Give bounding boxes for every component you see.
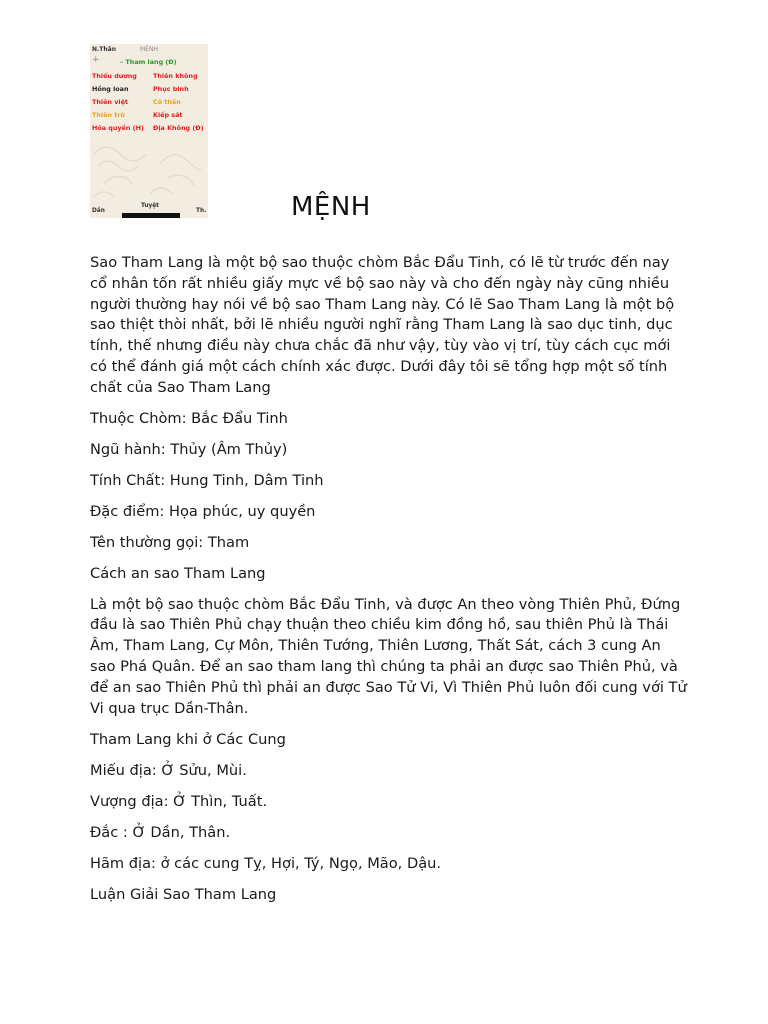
palace-dac: Đắc : Ở Dần, Thân. — [90, 823, 231, 841]
chart-star-right: Cô thần — [153, 98, 181, 106]
chart-branch-label: Dần — [92, 208, 105, 214]
chart-star-right: Địa Không (Đ) — [153, 124, 204, 132]
chart-corner-label: Th. — [196, 208, 207, 214]
property-constellation: Thuộc Chòm: Bắc Đẩu Tinh — [90, 409, 288, 427]
chart-star-right: Kiếp sát — [153, 111, 183, 119]
chart-star-left: Thiên trù — [92, 111, 125, 119]
chart-main-star: – Tham lang (Đ) — [120, 58, 177, 66]
placement-paragraph: Là một bộ sao thuộc chòm Bắc Đẩu Tinh, và được An theo vòng Thiên Phủ, Đứng đầu là sao Thiên Phủ chạy thuận theo chiều kim đồng hồ, sau thiên Phủ là Thái Âm, Tham Lang, Cự Môn, Thiên Tướng, Thiên Lương, Thất Sát, cách 3 cung An sao Phá Quân. Để an sao tham lang thì chúng ta phải an được sao Thiên Phủ, và để an sao Thiên Phủ thì phải an được Sao Tử Vi, Vì Thiên Phủ luôn đối cung với Tử Vi qua trục Dần-Thân. — [90, 595, 687, 717]
plus-icon: + — [92, 55, 100, 65]
chart-star-right: Thiên không — [153, 72, 198, 80]
property-common-name: Tên thường gọi: Tham — [90, 533, 250, 551]
property-traits: Đặc điểm: Họa phúc, uy quyền — [90, 502, 316, 520]
palace-ham: Hãm địa: ở các cung Tỵ, Hợi, Tý, Ngọ, Mão, Dậu. — [90, 854, 442, 872]
property-element: Ngũ hành: Thủy (Âm Thủy) — [90, 440, 288, 458]
chart-star-left: Thiếu dương — [92, 72, 137, 80]
chart-header-palace: MỆNH — [140, 46, 158, 53]
property-nature: Tính Chất: Hung Tinh, Dâm Tinh — [90, 471, 324, 489]
article-body — [90, 253, 690, 916]
section-heading-placement: Cách an sao Tham Lang — [90, 564, 266, 582]
palace-vuong: Vượng địa: Ở Thìn, Tuất. — [90, 792, 268, 810]
section-heading-analysis: Luận Giải Sao Tham Lang — [90, 885, 277, 903]
horoscope-chart-image — [90, 44, 208, 218]
palace-mieu: Miếu địa: Ở Sửu, Mùi. — [90, 761, 247, 779]
chart-bottom-bar — [122, 213, 180, 218]
chart-cycle-label: Tuyệt — [141, 203, 159, 209]
chart-star-left: Thiên việt — [92, 98, 128, 106]
chart-header-left: N.Thân — [92, 46, 116, 53]
chart-star-right: Phục binh — [153, 85, 189, 93]
chart-star-left: Hồng loan — [92, 85, 129, 93]
chart-star-left: Hóa quyền (H) — [92, 124, 144, 132]
section-heading-palaces: Tham Lang khi ở Các Cung — [90, 730, 286, 748]
page-title: MỆNH — [291, 192, 371, 222]
intro-paragraph: Sao Tham Lang là một bộ sao thuộc chòm Bắc Đẩu Tinh, có lẽ từ trước đến nay cổ nhân tốn rất nhiều giấy mực về bộ sao này và cho đến ngày này cũng nhiều người thường hay nói về bộ sao Tham Lang này. Có lẽ Sao Tham Lang là một bộ sao thiệt thòi nhất, bởi lẽ nhiều người nghĩ rằng Tham Lang là sao dục tinh, dục tính, thế nhưng điều này chưa chắc đã như vậy, tùy vào vị trí, tùy cách cục mới có thể đánh giá một cách chính xác được. Dưới đây tôi sẽ tổng hợp một số tính chất của Sao Tham Lang — [90, 254, 675, 396]
